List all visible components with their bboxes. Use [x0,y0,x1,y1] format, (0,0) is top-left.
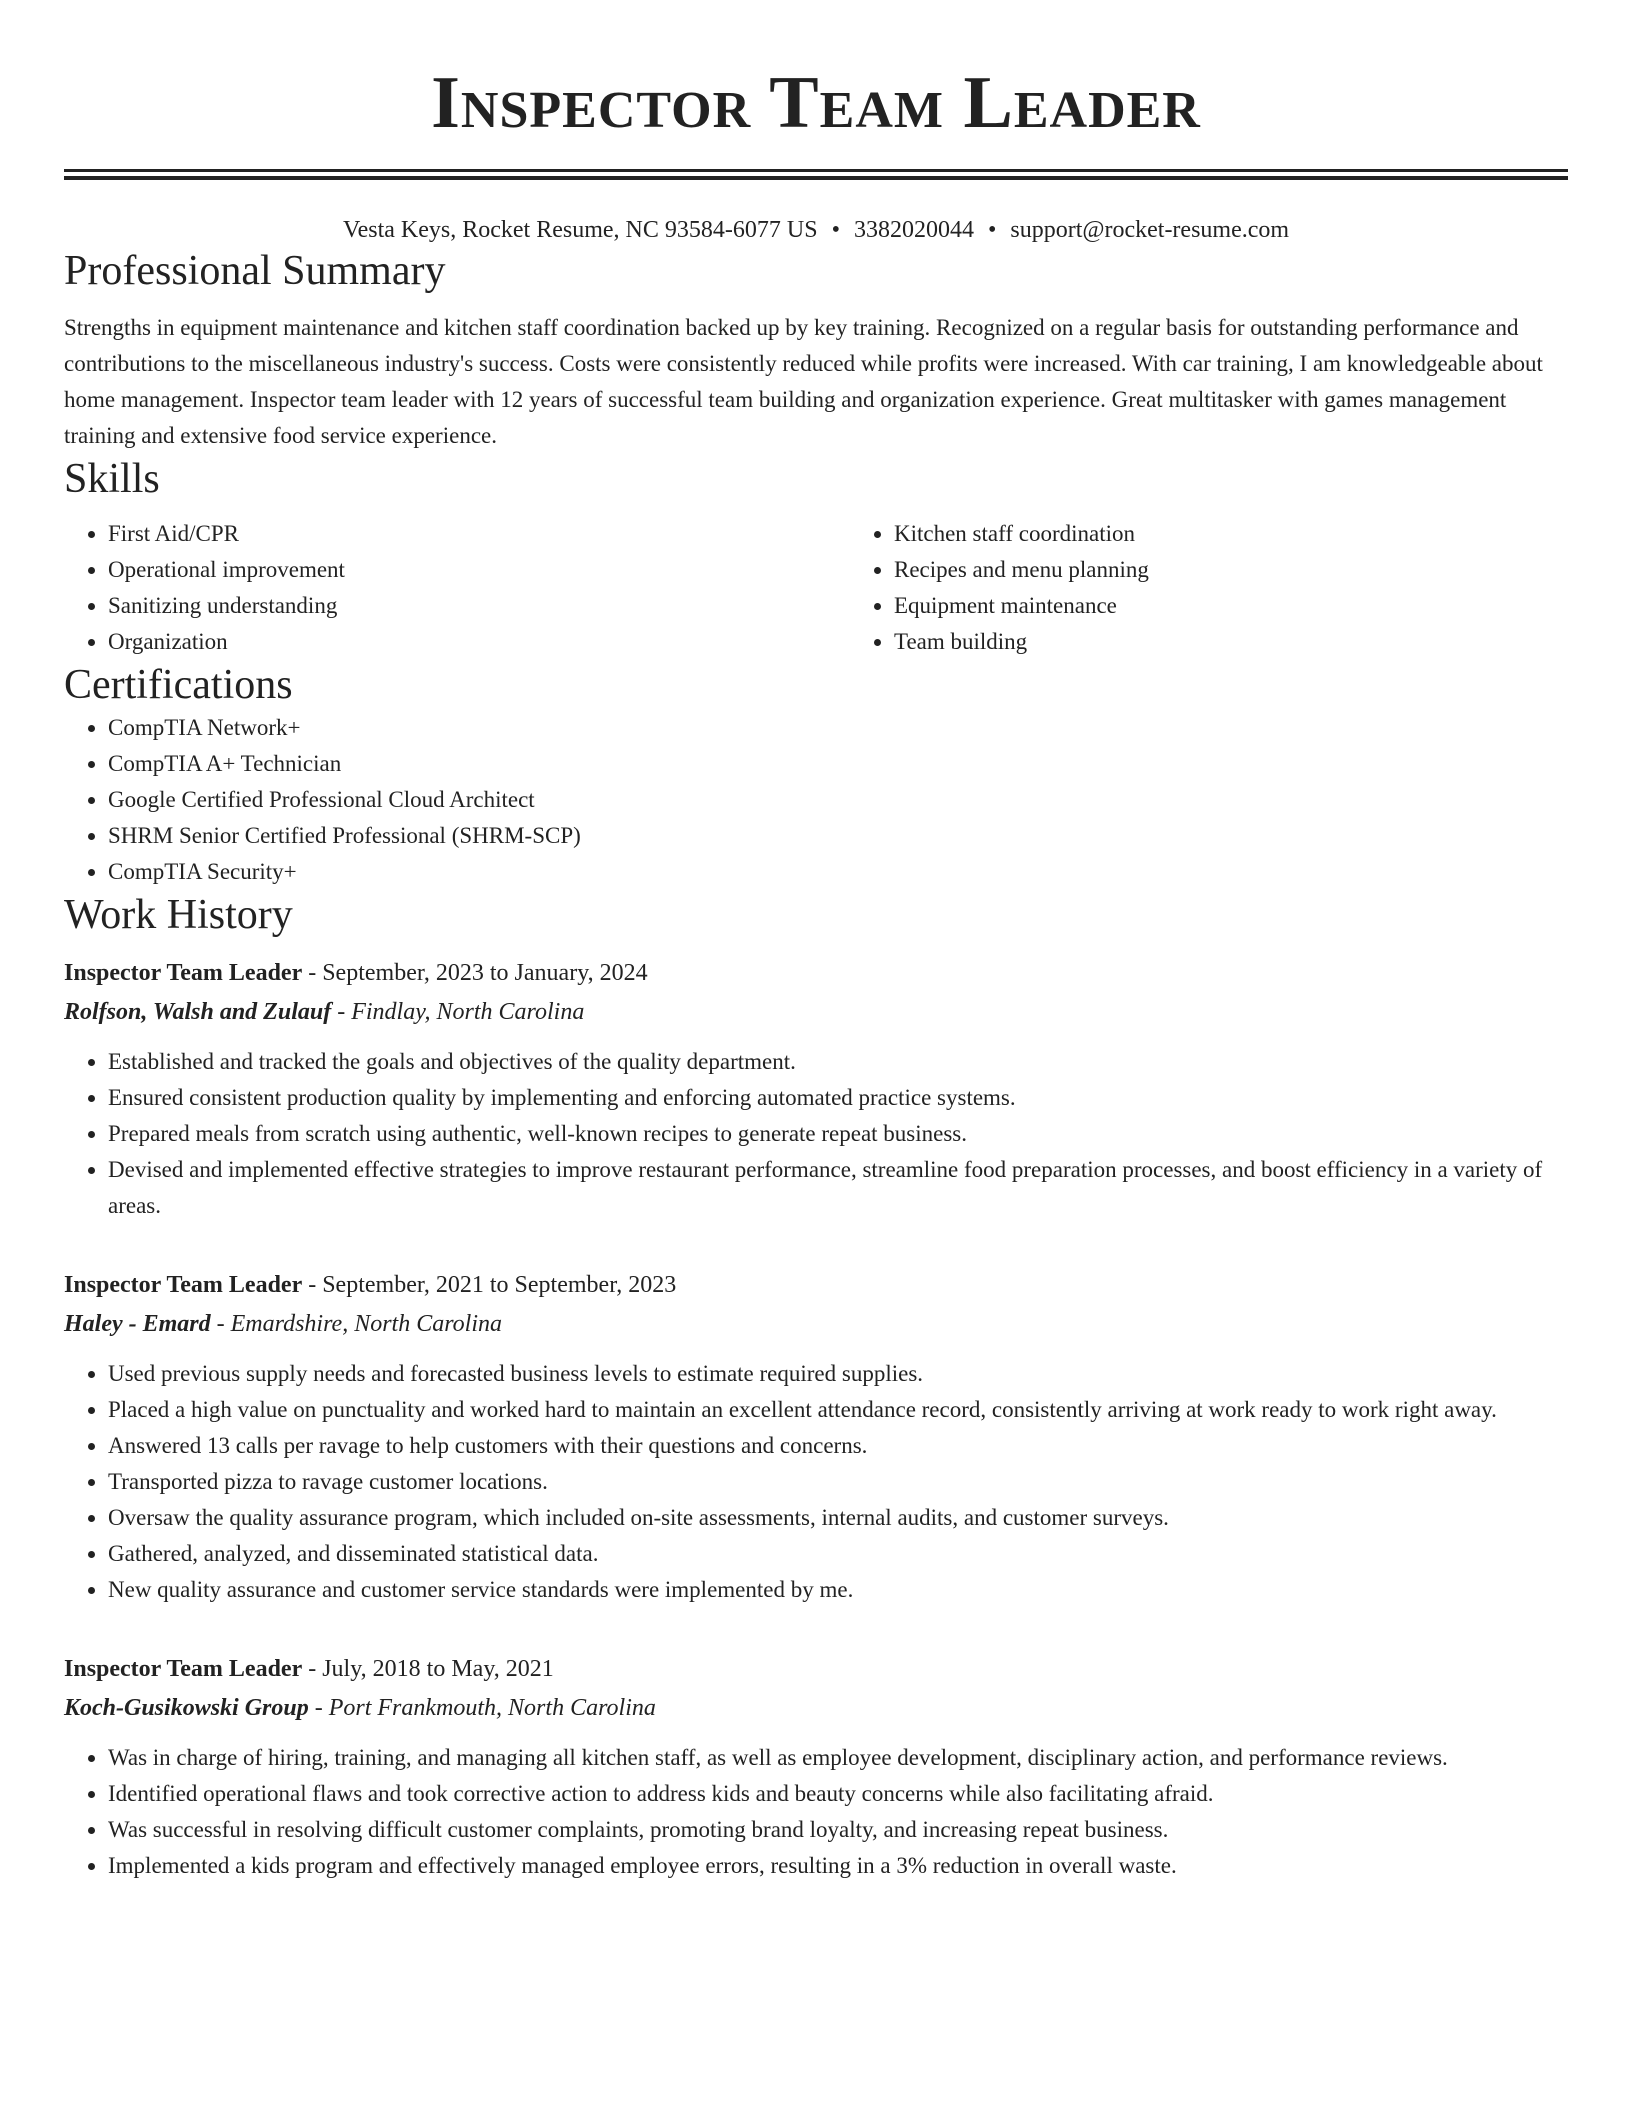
job-entry [64,954,1568,1224]
skill-item: • Kitchen staff coordination [894,516,1632,552]
contact-phone: 3382020044 [853,217,974,243]
company-name: Koch-Gusikowski Group [64,1695,309,1721]
job-title-line [64,1266,1568,1304]
job-bullet: • Was in charge of hiring, training, and managing all kitchen staff, as well as employee development, disciplinary action, and performance reviews. [108,1740,1568,1776]
job-bullet: • Placed a high value on punctuality and worked hard to maintain an excellent attendance record, consistently arriving at work ready to work right away. [108,1392,1568,1428]
company-location: - Findlay, North Carolina [331,999,585,1025]
skills-list-left [64,516,850,660]
job-bullets [64,1356,1568,1608]
summary-text: Strengths in equipment maintenance and kitchen staff coordination backed up by key training. Recognized on a regular basis for outstanding performance and contributions to the miscellaneous industry's success. Costs were consistently reduced while profits were increased. With car training, I am knowledgeable about home management. Inspector team leader with 12 years of successful team building and organization experience. Great multitasker with games management training and extensive food service experience. [64,315,1543,448]
certification-item: • Google Certified Professional Cloud Architect [108,782,1568,818]
job-bullet: • Prepared meals from scratch using authentic, well-known recipes to generate repeat business. [108,1116,1568,1152]
job-title: Inspector Team Leader [64,1656,303,1682]
certifications-heading: Certifications [64,662,293,708]
company-line [64,1304,1568,1344]
job-bullet: • Answered 13 calls per ravage to help customers with their questions and concerns. [108,1428,1568,1464]
resume-name: Inspector Team Leader [431,62,1201,144]
job-bullet: • Ensured consistent production quality by implementing and enforcing automated practice systems. [108,1080,1568,1116]
summary-heading: Professional Summary [64,248,446,294]
skill-item: • Team building [894,624,1632,660]
contact-separator: • [987,217,997,243]
job-bullet: • Devised and implemented effective strategies to improve restaurant performance, streamline food preparation processes, and boost efficiency in a variety of areas. [108,1152,1568,1224]
company-location: - Port Frankmouth, North Carolina [308,1695,656,1721]
job-entry [64,1266,1568,1608]
job-bullet: • Oversaw the quality assurance program, which included on-site assessments, internal audits, and customer surveys. [108,1500,1568,1536]
certification-item: • CompTIA A+ Technician [108,746,1568,782]
job-bullets [64,1044,1568,1224]
skill-item: • Sanitizing understanding [108,588,850,624]
contact-address: Vesta Keys, Rocket Resume, NC 93584-6077 US [342,217,818,243]
company-name: Rolfson, Walsh and Zulauf [64,999,332,1025]
work-history-heading: Work History [64,892,293,938]
job-title-line [64,954,1568,992]
contact-separator: • [831,217,840,243]
resume-content [64,58,1568,1884]
job-bullet: • Implemented a kids program and effectively managed employee errors, resulting in a 3% reduction in overall waste. [108,1848,1568,1884]
job-title: Inspector Team Leader [64,1272,303,1298]
skill-item: • First Aid/CPR [108,516,850,552]
header-divider-bottom [64,176,1568,180]
skills-grid [64,516,1568,660]
job-bullet: • Gathered, analyzed, and disseminated statistical data. [108,1536,1568,1572]
job-entry [64,1650,1568,1884]
skill-item: • Operational improvement [108,552,850,588]
skill-item: • Organization [108,624,850,660]
job-title: Inspector Team Leader [64,960,303,986]
job-dates: - July, 2018 to May, 2021 [302,1656,554,1682]
job-title-line [64,1650,1568,1688]
company-location: - Emardshire, North Carolina [210,1311,503,1337]
company-line [64,992,1568,1032]
job-dates: - September, 2021 to September, 2023 [302,1272,677,1298]
job-bullet: • Established and tracked the goals and objectives of the quality department. [108,1044,1568,1080]
skill-item: • Recipes and menu planning [894,552,1632,588]
company-name: Haley - Emard [64,1311,211,1337]
certifications-list [64,710,1568,890]
job-bullets [64,1740,1568,1884]
contact-line [64,214,1568,246]
header-divider-top [64,169,1568,172]
job-bullet: • Was successful in resolving difficult customer complaints, promoting brand loyalty, and increasing repeat business. [108,1812,1568,1848]
job-bullet: • New quality assurance and customer service standards were implemented by me. [108,1572,1568,1608]
certification-item: • CompTIA Network+ [108,710,1568,746]
skill-item: • Equipment maintenance [894,588,1632,624]
certification-item: • SHRM Senior Certified Professional (SHRM-SCP) [108,818,1568,854]
job-bullet: • Transported pizza to ravage customer locations. [108,1464,1568,1500]
job-bullet: • Used previous supply needs and forecasted business levels to estimate required supplies. [108,1356,1568,1392]
company-line [64,1688,1568,1728]
contact-email: support@rocket-resume.com [1010,217,1290,243]
skills-heading: Skills [64,456,160,502]
skills-list-right [850,516,1632,660]
job-bullet: • Identified operational flaws and took corrective action to address kids and beauty concerns while also facilitating afraid. [108,1776,1568,1812]
certification-item: • CompTIA Security+ [108,854,1568,890]
job-dates: - September, 2023 to January, 2024 [302,960,648,986]
